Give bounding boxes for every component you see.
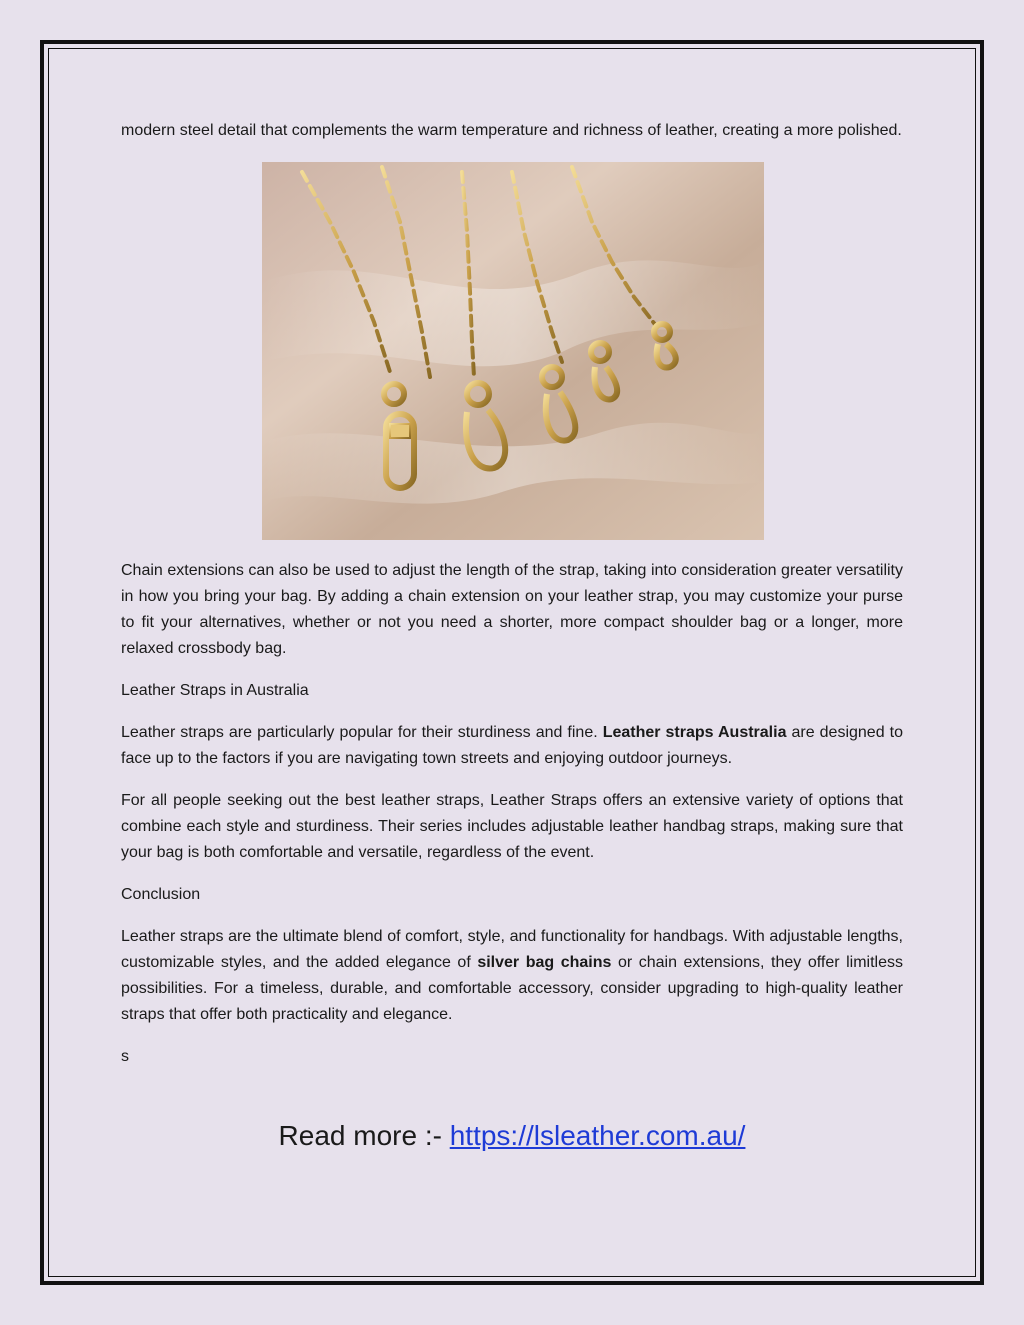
paragraph-australia	[121, 720, 903, 772]
heading-conclusion: Conclusion	[121, 886, 201, 903]
read-more-line	[0, 1116, 1024, 1156]
conclusion-text-after: or chain extensions, they offer limitless possibilities. For a timeless, durable, and comfortable accessory, consider upgrading to high-quality leather straps that offer both practicality and elegance.	[121, 954, 903, 1023]
paragraph-conclusion	[121, 924, 903, 1028]
australia-text-after: are designed to face up to the factors if you are navigating town streets and enjoying outdoor journeys.	[121, 724, 903, 767]
paragraph-chain-extensions: Chain extensions can also be used to adjust the length of the strap, taking into consideration greater versatility in how you bring your bag. By adding a chain extension on your leather strap, you may customize your purse to fit your alternatives, whether or not you need a shorter, more compact shoulder bag or a longer, more relaxed crossbody bag.	[121, 562, 903, 657]
document-body	[121, 118, 903, 1070]
read-more-label: Read more :-	[278, 1120, 450, 1151]
stray-character: s	[121, 1048, 129, 1065]
read-more-link[interactable]: https://lsleather.com.au/	[449, 1120, 746, 1151]
paragraph-intro: modern steel detail that complements the warm temperature and richness of leather, creating a more polished.	[121, 122, 902, 139]
paragraph-seeking: For all people seeking out the best leather straps, Leather Straps offers an extensive variety of options that combine each style and sturdiness. Their series includes adjustable leather handbag straps, making sure that your bag is both comfortable and versatile, regardless of the event.	[121, 792, 903, 861]
keyword-leather-straps-australia: Leather straps Australia	[602, 724, 787, 741]
conclusion-text-before: Leather straps are the ultimate blend of comfort, style, and functionality for handbags. With adjustable lengths, customizable styles, and the added elegance of	[121, 928, 903, 971]
keyword-silver-bag-chains: silver bag chains	[477, 954, 612, 971]
australia-text-before: Leather straps are particularly popular for their sturdiness and fine.	[121, 724, 603, 741]
gold-chain-extensions-photo	[262, 162, 764, 540]
heading-leather-straps-australia: Leather Straps in Australia	[121, 682, 309, 699]
